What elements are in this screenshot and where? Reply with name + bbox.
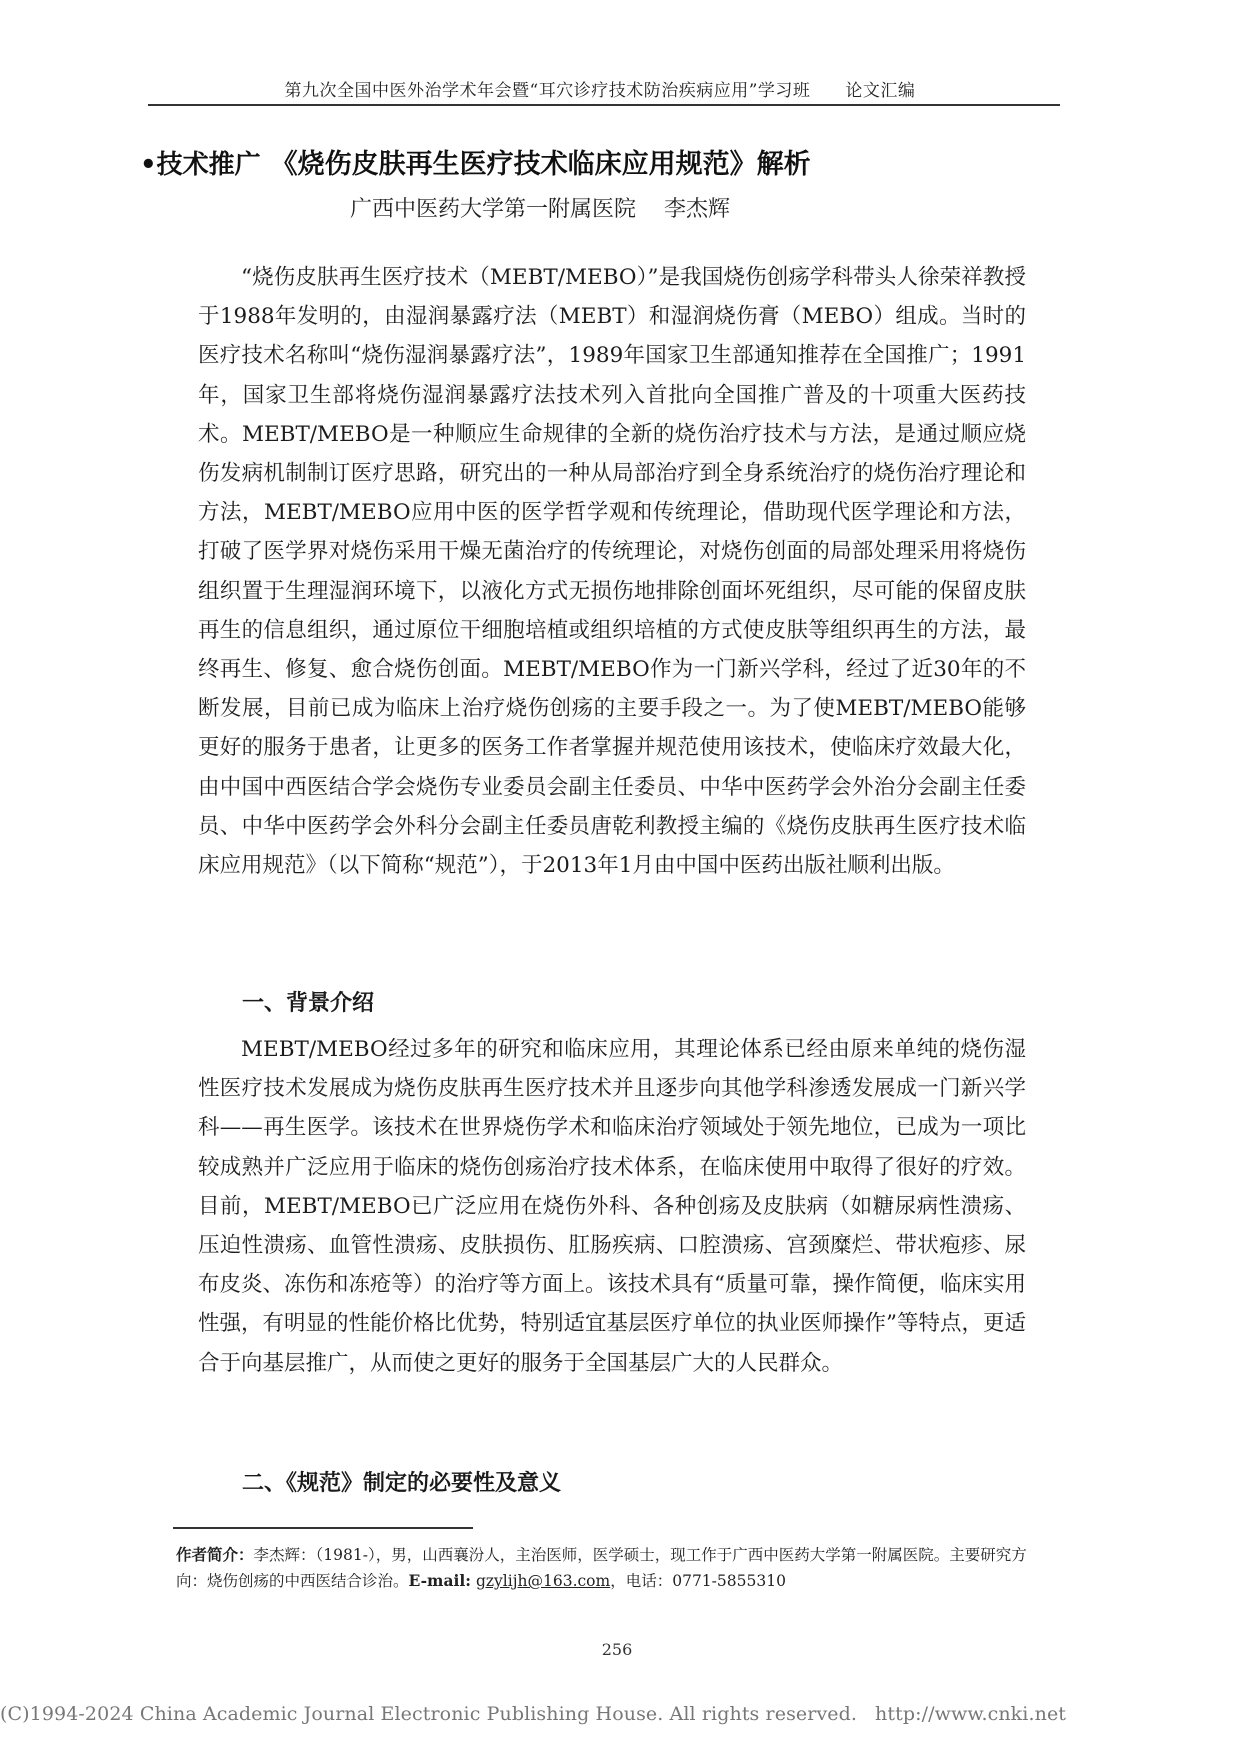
author-footnote xyxy=(176,1542,1036,1594)
copyright-footer xyxy=(0,1703,1234,1725)
page-number: 256 xyxy=(601,1640,633,1659)
running-header: 第九次全国中医外治学术年会暨“耳穴诊疗技术防治疾病应用”学习班 论文汇编 xyxy=(284,81,916,101)
article-title xyxy=(140,142,1060,181)
header-rule xyxy=(148,104,1060,106)
byline xyxy=(350,192,1050,223)
author-name: 李杰辉 xyxy=(664,197,731,222)
section-kicker: •技术推广 xyxy=(140,150,261,180)
copyright-text: (C)1994-2024 China Academic Journal Electronic Publishing House. All rights reserved. xyxy=(0,1703,858,1725)
cnki-url[interactable]: http://www.cnki.net xyxy=(875,1703,1067,1725)
body-paragraph-2: MEBT/MEBO经过多年的研究和临床应用，其理论体系已经由原来单纯的烧伤湿性医疗技术发展成为烧伤皮肤再生医疗技术并且逐步向其他学科渗透发展成一门新兴学科——再生医学。该技术在世界烧伤学术和临床治疗领域处于领先地位，已成为一项比较成熟并广泛应用于临床的烧伤创疡治疗技术体系，在临床使用中取得了很好的疗效。目前，MEBT/MEBO已广泛应用在烧伤外科、各种创疡及皮肤病（如糖尿病性溃疡、压迫性溃疡、血管性溃疡、皮肤损伤、肛肠疾病、口腔溃疡、宫颈糜烂、带状疱疹、尿布皮炎、冻伤和冻疮等）的治疗等方面上。该技术具有“质量可靠，操作简便，临床实用性强，有明显的性能价格比优势，特别适宜基层医疗单位的执业医师操作”等特点，更适合于向基层推广，从而使之更好的服务于全国基层广大的人民群众。 xyxy=(198,1037,1026,1376)
section-heading-1: 一、背景介绍 xyxy=(242,990,375,1016)
section-heading-2: 二、《规范》制定的必要性及意义 xyxy=(242,1470,562,1496)
footnote-label: 作者简介： xyxy=(176,1545,254,1564)
title-text: 《烧伤皮肤再生医疗技术临床应用规范》解析 xyxy=(270,149,811,180)
footnote-rule xyxy=(173,1527,473,1529)
footnote-text: 李杰辉：（1981-），男，山西襄汾人，主治医师，医学硕士，现工作于广西中医药大学第一附属医院。主要研究方向：烧伤创疡的中西医结合诊治。 xyxy=(176,1546,1027,1590)
email-label: E-mail: xyxy=(408,1571,471,1590)
affiliation: 广西中医药大学第一附属医院 xyxy=(350,197,637,222)
email-link[interactable]: gzylijh@163.com xyxy=(475,1572,611,1590)
phone-text: ，电话：0771-5855310 xyxy=(610,1572,786,1590)
body-paragraph-1: “烧伤皮肤再生医疗技术（MEBT/MEBO）”是我国烧伤创疡学科带头人徐荣祥教授于1988年发明的，由湿润暴露疗法（MEBT）和湿润烧伤膏（MEBO）组成。当时的医疗技术名称叫“烧伤湿润暴露疗法”，1989年国家卫生部通知推荐在全国推广；1991年，国家卫生部将烧伤湿润暴露疗法技术列入首批向全国推广普及的十项重大医药技术。MEBT/MEBO是一种顺应生命规律的全新的烧伤治疗技术与方法，是通过顺应烧伤发病机制制订医疗思路，研究出的一种从局部治疗到全身系统治疗的烧伤治疗理论和方法，MEBT/MEBO应用中医的医学哲学观和传统理论，借助现代医学理论和方法，打破了医学界对烧伤采用干燥无菌治疗的传统理论，对烧伤创面的局部处理采用将烧伤组织置于生理湿润环境下，以液化方式无损伤地排除创面坏死组织，尽可能的保留皮肤再生的信息组织，通过原位干细胞培植或组织培植的方式使皮肤等组织再生的方法，最终再生、修复、愈合烧伤创面。MEBT/MEBO作为一门新兴学科，经过了近30年的不断发展，目前已成为临床上治疗烧伤创疡的主要手段之一。为了使MEBT/MEBO能够更好的服务于患者，让更多的医务工作者掌握并规范使用该技术，使临床疗效最大化，由中国中西医结合学会烧伤专业委员会副主任委员、中华中医药学会外治分会副主任委员、中华中医药学会外科分会副主任委员唐乾利教授主编的《烧伤皮肤再生医疗技术临床应用规范》（以下简称“规范”），于2013年1月由中国中医药出版社顺利出版。 xyxy=(198,265,1026,879)
